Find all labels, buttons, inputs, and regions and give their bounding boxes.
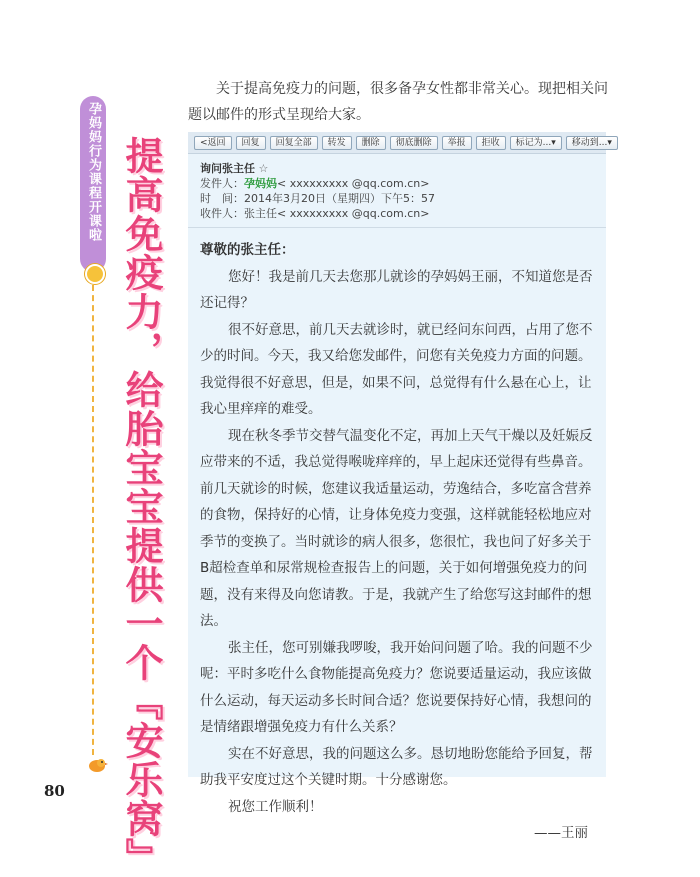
email-paragraph: 很不好意思，前几天去就诊时，就已经问东问西，占用了您不少的时间。今天，我又给您发邮件，问您有关免疫力方面的问题。我觉得很不好意思，但是，如果不问，总觉得有什么悬在心上，让我心里痒痒的难受。 — [200, 321, 593, 417]
page-number: 80 — [44, 782, 65, 800]
email-greeting: 尊敬的张主任： — [200, 242, 295, 258]
move-to-dropdown[interactable]: 移动到...▾ — [566, 136, 618, 150]
intro-paragraph: 关于提高免疫力的问题，很多备孕女性都非常关心。现把相关问题以邮件的形式呈现给大家。 — [188, 81, 608, 123]
email-body — [188, 228, 606, 847]
delete-button[interactable]: 删除 — [356, 136, 386, 150]
recipient: 张主任< xxxxxxxxx @qq.com.cn> — [244, 207, 430, 220]
email-header — [188, 154, 606, 228]
timeline-dashed-line — [92, 285, 94, 755]
email-subject-row — [200, 161, 594, 176]
email-time-row — [200, 191, 594, 206]
reply-all-button[interactable]: 回复全部 — [270, 136, 318, 150]
timeline-dot-icon — [85, 264, 105, 284]
time-label: 时 间： — [200, 192, 244, 205]
email-paragraph: 张主任，您可别嫌我啰唆，我开始问问题了哈。我的问题不少呢：平时多吃什么食物能提高免疫力？您说要适量运动，我应该做什么运动，每天运动多长时间合适？您说要保持好心情，我想问的是情绪跟增强免疫力有什么关系？ — [200, 639, 593, 735]
email-panel — [188, 132, 612, 841]
chapter-title: 提高免疫力，给胎宝宝提供一个『安乐窝』 — [119, 136, 163, 877]
email-from-row — [200, 176, 594, 191]
star-icon[interactable]: ☆ — [258, 162, 269, 175]
time-value: 2014年3月20日（星期四）下午5：57 — [244, 192, 435, 205]
email-paragraph: 您好！我是前几天去您那儿就诊的孕妈妈王丽，不知道您是否还记得？ — [200, 268, 593, 311]
email-subject: 询问张主任 — [200, 162, 255, 175]
delete-permanently-button[interactable]: 彻底删除 — [390, 136, 438, 150]
email-toolbar — [188, 132, 612, 154]
email-paragraph: 现在秋冬季节交替气温变化不定，再加上天气干燥以及妊娠反应带来的不适，我总觉得喉咙痒痒的，早上起床还觉得有些鼻音。前几天就诊的时候，您建议我适量运动，劳逸结合，多吃富含营养的食物，保持好的心情，让身体免疫力变强，这样就能轻松地应对季节的变换了。当时就诊的病人很多，您很忙，我也问了好多关于B超检查单和尿常规检查报告上的问题，关于如何增强免疫力的问题，没有来得及向您请教。于是，我就产生了给您写这封邮件的想法。 — [200, 427, 593, 629]
forward-button[interactable]: 转发 — [322, 136, 352, 150]
bird-icon — [86, 757, 108, 773]
from-label: 发件人： — [200, 177, 244, 190]
section-tab-label: 孕妈妈行为课程开课啦 — [86, 102, 101, 242]
to-label: 收件人： — [200, 207, 244, 220]
sender-address: < xxxxxxxxx @qq.com.cn> — [277, 177, 430, 190]
report-button[interactable]: 举报 — [442, 136, 472, 150]
email-closing: 祝您工作顺利！ — [228, 798, 323, 815]
reject-button[interactable]: 拒收 — [476, 136, 506, 150]
mark-as-dropdown[interactable]: 标记为...▾ — [510, 136, 562, 150]
email-signature: ——王丽 — [534, 825, 588, 841]
email-paragraph: 实在不好意思，我的问题这么多。恳切地盼您能给予回复，帮助我平安度过这个关键时期。十分感谢您。 — [200, 745, 593, 788]
back-button[interactable]: <返回 — [194, 136, 232, 150]
section-tab — [80, 96, 106, 272]
email-to-row — [200, 206, 594, 221]
reply-button[interactable]: 回复 — [236, 136, 266, 150]
sender-name[interactable]: 孕妈妈 — [244, 177, 277, 190]
